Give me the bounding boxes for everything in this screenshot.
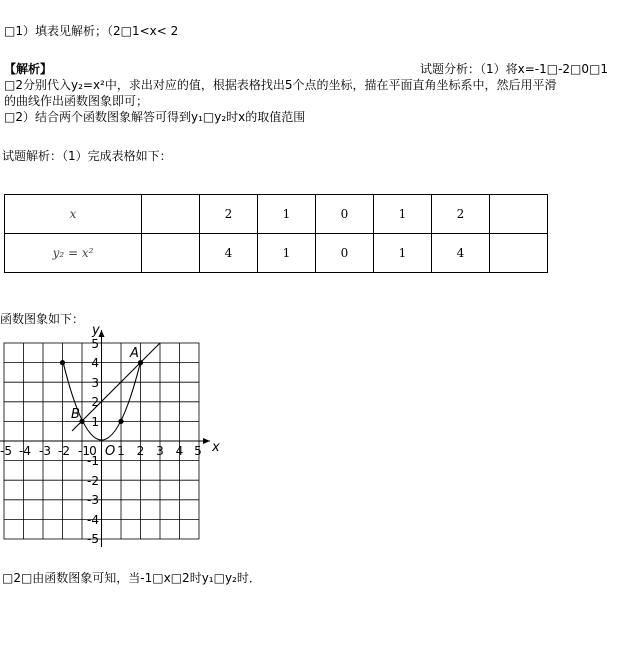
conclusion: □2□由函数图象可知，当-1□x□2时y₁□y₂时． xyxy=(2,571,261,585)
answer-line: □1）填表见解析；（2□1<x< 2 xyxy=(4,24,179,38)
table-cell: 4 xyxy=(200,234,258,273)
value-table xyxy=(4,194,548,273)
y-tick: -1 xyxy=(87,454,99,468)
table-cell: 1 xyxy=(258,195,316,234)
table-cell: 1 xyxy=(258,234,316,273)
analysis-head: 试题分析：（1）将x=-1□-2□0□1 xyxy=(420,62,609,76)
graph-caption: 函数图象如下： xyxy=(0,312,85,326)
table-cell: 0 xyxy=(316,234,374,273)
y-tick: 2 xyxy=(91,395,99,409)
x-tick: -5 xyxy=(0,444,12,458)
analysis-line-1: □2分别代入y₂=x²中，求出对应的值，根据表格找出5个点的坐标，描在平面直角坐标系中，然后用平滑 xyxy=(4,78,557,92)
point-1-1 xyxy=(118,419,123,424)
table-cell: 2 xyxy=(200,195,258,234)
function-graph xyxy=(0,322,230,547)
point-b-label: B xyxy=(71,407,80,422)
table-cell xyxy=(142,234,200,273)
table-cell xyxy=(490,195,548,234)
x-tick: -3 xyxy=(39,444,51,458)
table-cell: 1 xyxy=(374,195,432,234)
table-row-x xyxy=(5,195,548,234)
x-tick: 5 xyxy=(194,444,202,458)
point-a-label: A xyxy=(130,346,139,361)
table-cell xyxy=(490,234,548,273)
x-tick: -2 xyxy=(58,444,70,458)
x-axis-arrow xyxy=(203,438,210,444)
table-cell: 2 xyxy=(432,195,490,234)
table-label-y: y₂ = x² xyxy=(5,234,142,273)
table-cell: 4 xyxy=(432,234,490,273)
solution-intro: 试题解析：（1）完成表格如下： xyxy=(2,149,172,163)
analysis-title: 【解析】 xyxy=(4,62,53,76)
origin-label: O xyxy=(105,444,116,459)
analysis-line-2: 的曲线作出函数图象即可； xyxy=(4,94,149,108)
x-tick: 4 xyxy=(175,444,184,458)
x-tick: -1 xyxy=(78,444,90,458)
point-b xyxy=(79,419,84,424)
y-tick: -2 xyxy=(87,474,99,488)
x-tick: -4 xyxy=(19,444,31,458)
y-tick: 1 xyxy=(91,415,99,429)
table-row-y xyxy=(5,234,548,273)
y-tick: -3 xyxy=(87,493,99,507)
y-tick: -5 xyxy=(87,532,99,546)
x-tick: 0 xyxy=(89,444,97,458)
x-axis-label: x xyxy=(212,440,220,455)
point-neg2-4 xyxy=(60,360,65,365)
table-cell xyxy=(142,195,200,234)
y-tick: 5 xyxy=(91,337,99,351)
y-tick: 3 xyxy=(91,376,99,390)
x-tick: 1 xyxy=(117,444,125,458)
x-tick: 3 xyxy=(156,444,164,458)
y-tick: 4 xyxy=(91,356,99,370)
table-cell: 0 xyxy=(316,195,374,234)
table-label-x: x xyxy=(5,195,142,234)
y-tick: -4 xyxy=(87,513,99,527)
analysis-line-3: □2）结合两个函数图象解答可得到y₁□y₂时x的取值范围 xyxy=(4,110,306,124)
table-cell: 1 xyxy=(374,234,432,273)
line-graph xyxy=(72,343,160,431)
y-axis-label: y xyxy=(92,323,100,338)
x-tick: 2 xyxy=(136,444,145,458)
